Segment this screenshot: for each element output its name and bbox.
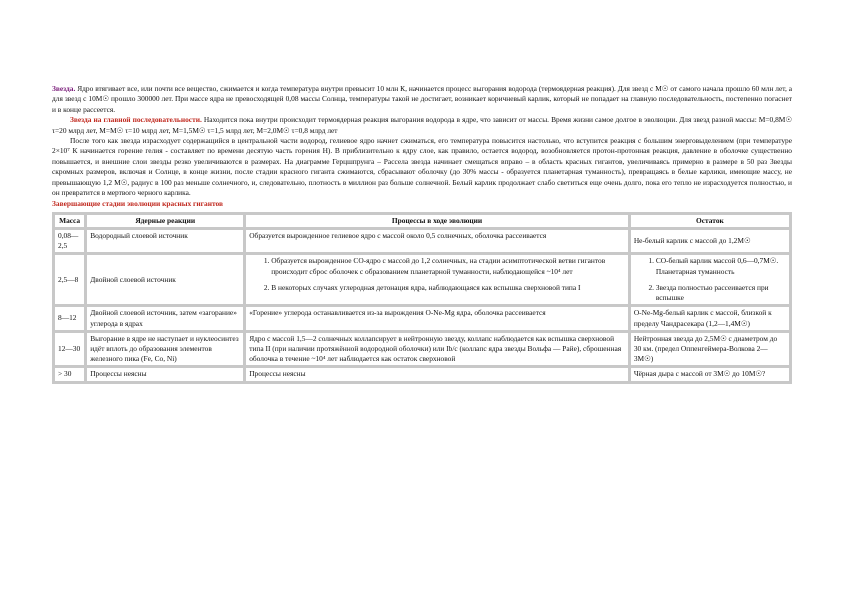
list-item: 1. Образуется вырожденное CO-ядро с массой до 1,2 солнечных, на стадии асимптотической ветви гигантов происходит сброс оболочек с образованием планетарной туманности, наблюдающейся ~10⁴ лет [271,256,625,276]
cell-process: Процессы неясны [245,367,630,382]
evolution-table [52,212,792,384]
cell-remnant: Нейтронная звезда до 2,5M☉ с диаметром до 30 км. (предел Оппенгеймера-Волкова 2—3M☉) [629,331,790,367]
cell-mass: 0,08—2,5 [54,229,86,254]
cell-reactions: Водородный слоевой источник [86,229,245,254]
header-reactions: Ядерные реакции [86,213,245,228]
intro-paragraph-red-giant: После того как звезда израсходует содержащийся в центральной части водород, гелиевое ядро начнет сжиматься, его температура повысится настолько, что вступится реакция с большим энерговыделением (при температуре 2×10⁷ К начинается горение гелия - составляет по времени десятую часть горения H). В приблизительно к ядру слое, как правило, остается водород, возобновляется протон-протонная реакция, давление в оболочке существенно повышается, и внешние слои звезды резко увеличиваются в размерах. На диаграмме Герцшпрунга – Рассела звезда начинает смещаться вправо – в область красных гигантов, увеличиваясь примерно в размере в 50 раз Звезды скромных размеров, включая и Солнце, в конце жизни, после стадии красного гиганта сжимаются, сбрасывают оболочку (до 30% массы - образуется планетарная туманность), превращаясь в белые карлики, имеющие массу, не превышающую 1,2 M☉, радиус в 100 раз меньше солнечного, и, следовательно, плотность в миллион раз больше солнечной. Белый карлик продолжает слабо светиться еще очень долго, пока его тепло не израсходуется полностью, и он превратится в мертвого черного карлика. [52,136,792,198]
header-processes: Процессы в ходе эволюции [245,213,630,228]
cell-process [245,254,630,306]
cell-mass: 12—30 [54,331,86,367]
cell-mass: 8—12 [54,306,86,331]
intro-paragraph-main-sequence [52,115,792,136]
header-remnant: Остаток [629,213,790,228]
cell-reactions: Процессы неясны [86,367,245,382]
cell-process: Ядро с массой 1,5—2 солнечных коллапсирует в нейтронную звезду, коллапс наблюдается как вспышка сверхновой типа II (при наличии протяжённой водородной оболочки) или Ib/c (коллапс ядра звезды Вольфа — Райе), сброшенная оболочка в течение ~10⁴ лет наблюдается как остаток сверхновой [245,331,630,367]
remnant-list [634,256,786,303]
document-page [52,84,792,384]
list-item: 2. Звезда полностью рассеивается при вспышке [656,283,786,303]
cell-remnant: O-Ne-Mg-белый карлик с массой, близкой к пределу Чандрасекара (1,2—1,4M☉) [629,306,790,331]
table-header-row [54,213,791,228]
term-main-sequence: Звезда на главной последовательности. [70,115,202,125]
cell-reactions: Двойной слоевой источник [86,254,245,306]
term-star: Звезда. [52,84,76,93]
list-item: 2. В некоторых случаях углеродная детонация ядра, наблюдающаяся как вспышка сверхновой типа I [271,283,625,293]
table-row [54,367,791,382]
process-list [249,256,625,293]
cell-reactions: Выгорание в ядре не наступает и нуклеосинтез идёт вплоть до образования элементов железного пика (Fe, Co, Ni) [86,331,245,367]
cell-mass: 2,5—8 [54,254,86,306]
table-row [54,331,791,367]
cell-remnant: Чёрная дыра с массой от 3M☉ до 10M☉? [629,367,790,382]
list-item: 1. CO-белый карлик массой 0,6—0,7M☉. Планетарная туманность [656,256,786,276]
table-title: Завершающие стадии эволюции красных гигантов [52,199,224,209]
intro-paragraph-star [52,84,792,115]
cell-process: «Горение» углерода останавливается из-за вырождения O-Ne-Mg ядра, оболочка рассеивается [245,306,630,331]
cell-mass: > 30 [54,367,86,382]
cell-remnant [629,254,790,306]
cell-process: Образуется вырожденное гелиевое ядро с массой около 0,5 солнечных, оболочка рассеивается [245,229,630,254]
header-mass: Масса [54,213,86,228]
cell-reactions: Двойной слоевой источник, затем «загорание» углерода в ядрах [86,306,245,331]
table-row [54,306,791,331]
cell-remnant: He-белый карлик с массой до 1,2M☉ [629,229,790,254]
table-row [54,254,791,306]
main-sequence-text: Находится пока внутри происходит термоядерная реакция выгорания водорода в ядре, что зависит от массы. Время жизни самое долгое в эволюции. Для звезд разной массы: M=0,8M☉ τ=20 млрд лет, M=M☉ τ=10 млрд лет, M=1,5M☉ τ=1,5 млрд лет, M=2,0M☉ τ=0,8 млрд лет [52,115,792,135]
star-text: Ядро втягивает все, или почти все вещество, сжимается и когда температура внутри превысит 10 млн К, начинается процесс выгорания водорода (термоядерная реакция). Для звезд с M☉ от самого начала прошло 60 млн лет, а для звезд с 10M☉ прошло 300000 лет. При массе ядра не превосходящей 0,08 массы Солнца, температуры такой не достигает, возникает коричневый карлик, который не попадает на главную последовательность, постепенно погаснет и в конце рассеется. [52,84,792,114]
table-row [54,229,791,254]
